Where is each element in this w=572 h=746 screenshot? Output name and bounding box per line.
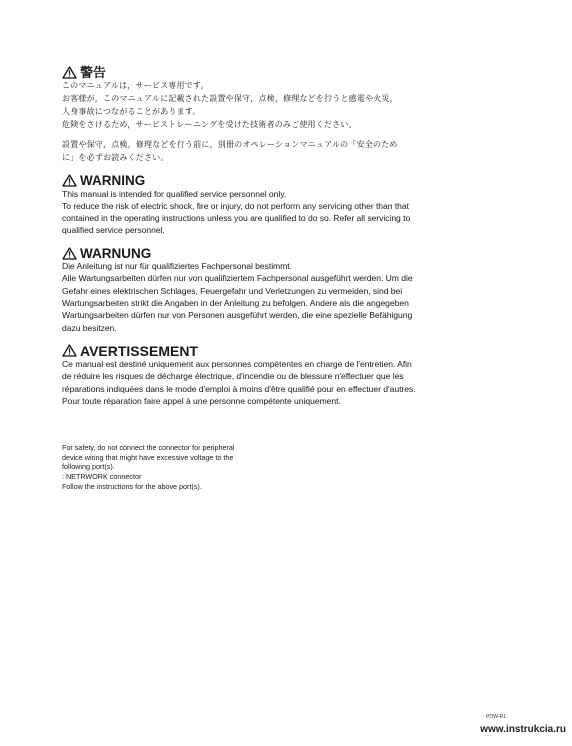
text-line: Die Anleitung ist nur für qualifiziertes Fachpersonal bestimmt. xyxy=(62,261,292,272)
french-warning-paragraph xyxy=(62,358,472,407)
text-line: 危険をさけるため，サービストレーニングを受けた技術者のみご使用ください。 xyxy=(62,120,357,129)
text-line: このマニュアルは，サービス専用です。 xyxy=(62,81,209,90)
warning-triangle-icon xyxy=(62,344,77,357)
japanese-warning-section xyxy=(62,66,472,164)
japanese-warning-paragraph-2 xyxy=(62,138,472,164)
text-line: qualified service personnel. xyxy=(62,225,165,236)
text-line: 設置や保守，点検，修理などを行う前に，別冊のオペレーションマニュアルの「安全のため xyxy=(62,140,398,149)
english-warning-paragraph xyxy=(62,188,472,237)
port-safety-note xyxy=(62,443,472,491)
english-warning-heading-text: WARNING xyxy=(80,173,146,188)
french-warning-heading xyxy=(62,344,472,358)
watermark-link[interactable]: www.instrukcia.ru xyxy=(480,724,566,735)
text-line: お客様が，このマニュアルに記載された設置や保守，点検，修理などを行うと感電や火災， xyxy=(62,94,398,103)
text-line: To reduce the risk of electric shock, fire or injury, do not perform any servicing other than that xyxy=(62,200,409,211)
text-line: de réduire les risques de décharge électrique, d'incendie ou de blessure n'effectuer que les xyxy=(62,371,404,382)
warning-triangle-icon xyxy=(62,174,77,187)
warning-triangle-icon xyxy=(62,247,77,260)
text-line: contained in the operating instructions unless you are qualified to do so. Refer all servicing to xyxy=(62,213,411,224)
text-line: device wiring that might have excessive voltage to the xyxy=(62,452,234,462)
japanese-warning-paragraph-1 xyxy=(62,79,472,131)
text-line: に」を必ずお読みください。 xyxy=(62,153,169,162)
warning-page xyxy=(62,66,472,491)
text-line: Follow the instructions for the above port(s). xyxy=(62,481,202,491)
german-warning-paragraph xyxy=(62,260,472,334)
japanese-warning-heading xyxy=(62,66,472,79)
text-line: Pour toute réparation faire appel à une personne compétente uniquement. xyxy=(62,395,341,406)
text-line: dazu besitzen. xyxy=(62,322,117,333)
text-line: Ce manual est destiné uniquement aux personnes compétentes en charge de l'entretien. Afin xyxy=(62,358,412,369)
german-warning-section xyxy=(62,247,472,334)
german-warning-heading-text: WARNUNG xyxy=(80,245,152,261)
text-line: Wartungsarbeiten dürfen nur von Personen ausgeführt werden, die eine spezielle Befähigung xyxy=(62,310,413,321)
english-warning-heading xyxy=(62,174,472,188)
text-line: For safety, do not connect the connector for peripheral xyxy=(62,443,235,453)
text-line: Alle Wartungsarbeiten dürfen nur von qualifiziertem Fachpersonal ausgeführt werden. Um die xyxy=(62,273,413,284)
warning-triangle-icon xyxy=(62,66,77,79)
german-warning-heading xyxy=(62,247,472,261)
french-warning-heading-text: AVERTISSEMENT xyxy=(80,342,198,359)
japanese-warning-heading-text: 警告 xyxy=(80,65,107,80)
footer-code: POW-R1 xyxy=(486,714,506,720)
text-line: following port(s). xyxy=(62,462,115,472)
text-line: Gefahr eines elektrischen Schlages, Feuergefahr und Verletzungen zu vermeiden, sind bei xyxy=(62,285,403,296)
text-line: : NETRWORK connector xyxy=(62,471,142,481)
french-warning-section xyxy=(62,344,472,407)
text-line: 人身事故につながることがあります。 xyxy=(62,107,201,116)
text-line: réparations indiquées dans le mode d'emploi à moins d'être qualifié pour en effectuer d'autres. xyxy=(62,383,416,394)
text-line: This manual is intended for qualified service personnel only. xyxy=(62,188,287,199)
text-line: Wartungsarbeiten strikt die Angaben in der Anleitung zu befolgen. Andere als die angegeben xyxy=(62,298,409,309)
english-warning-section xyxy=(62,174,472,237)
